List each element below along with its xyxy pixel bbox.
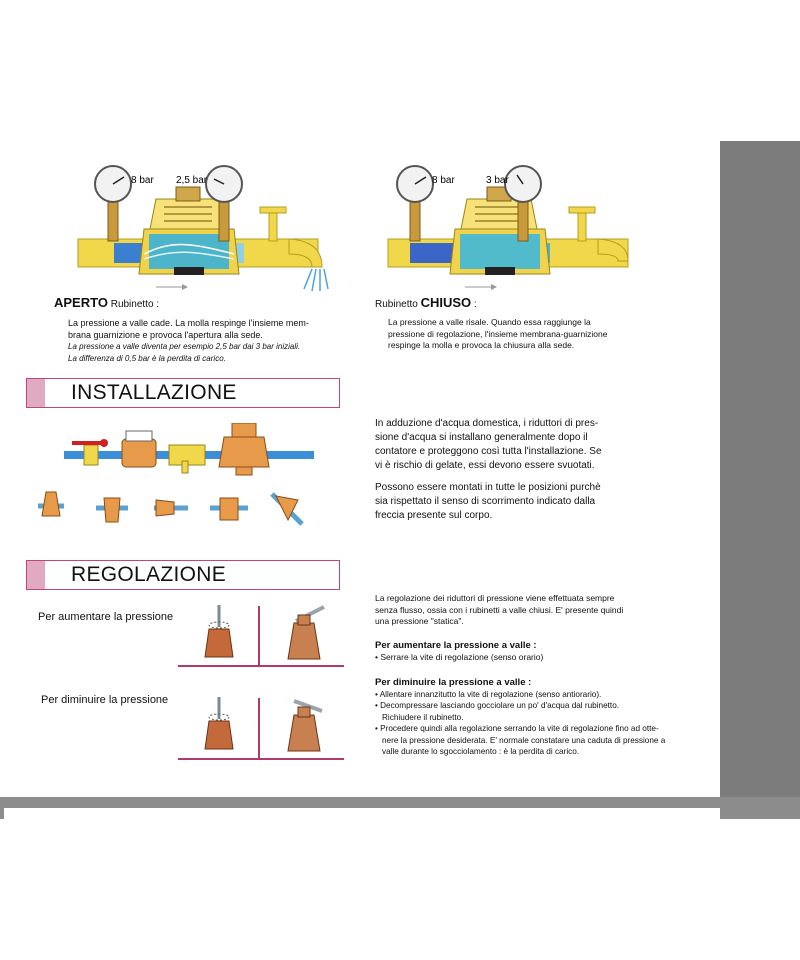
mounting-positions	[32, 486, 312, 531]
rule-aumentare	[178, 665, 344, 667]
regolazione-intro: La regolazione dei riduttori di pressione viene effettuata sempre senza flusso, ossia con i rubinetti a valle chiusi. E' presente quindi una pressione "statica".	[375, 593, 624, 626]
document-page	[4, 141, 720, 797]
rule-diminuire	[178, 758, 344, 760]
installation-drawing	[64, 423, 314, 483]
valve-closed-diagram	[380, 159, 640, 294]
regulator-wrench-icon	[282, 695, 332, 755]
viewer-scroll-margin	[720, 141, 800, 819]
chiuso-description: La pressione a valle risale. Quando essa raggiunge la pressione di regolazione, l'insieme membrana-guarnizione respinge la molla e provoca la chiusura alla sede.	[388, 317, 608, 350]
regulator-screwdriver-icon	[199, 697, 239, 755]
label-diminuire: Per diminuire la pressione	[41, 694, 169, 706]
next-page-edge	[4, 808, 720, 819]
regolazione-heading: REGOLAZIONE	[26, 560, 340, 590]
divider-aumentare	[258, 606, 260, 666]
installazione-paragraph-2: Possono essere montati in tutte le posizioni purchè sia rispettato il senso di scorrimento indicato dalla freccia presente sul corpo.	[375, 482, 601, 521]
regulator-screwdriver-icon	[199, 605, 239, 663]
label-aumentare: Per aumentare la pressione	[38, 611, 174, 623]
regulator-wrench-icon	[282, 603, 332, 663]
installazione-paragraph-1: In adduzione d'acqua domestica, i riduttori di pres- sione d'acqua si installano generalmente dopo il contatore e proteggono così tutta l'installazione. Se vi è rischio di gelate, essi devono essere svuotati.	[375, 418, 602, 471]
installazione-heading: INSTALLAZIONE	[26, 378, 340, 408]
gauge-right-label: 3 bar	[486, 175, 509, 186]
gauge-right-label: 2,5 bar	[176, 175, 208, 186]
regolazione-diminuire-block: Per diminuire la pressione a valle : • Allentare innanzitutto la vite di regolazione (senso antiorario). • Decompressare lasciando gocciolare un po' d'acqua dal rubinetto. Richiudere il rubinetto. • Procedere quindi alla regolazione serrando la vite di regolazione fino ad otte- nere la pressione desiderata. E' normale constatare una caduta di pressione a valle durante lo sgocciolamento : è la perdita di carico.	[375, 677, 666, 756]
chiuso-title: Rubinetto CHIUSO :	[375, 295, 477, 310]
aperto-title: APERTO Rubinetto :	[54, 295, 160, 310]
gauge-left-label: 8 bar	[432, 175, 455, 186]
aperto-description: La pressione a valle cade. La molla respinge l'insieme mem- brana guarnizione e provoca l'apertura alla sede. La pressione a valle diventa per esempio 2,5 bar dai 3 bar iniziali. La differenza di 0,5 bar è la perdita di carico.	[68, 318, 309, 363]
valve-open-diagram	[64, 159, 334, 294]
divider-diminuire	[258, 698, 260, 758]
gauge-left-label: 8 bar	[131, 175, 154, 186]
regolazione-aumentare-block: Per aumentare la pressione a valle : • Serrare la vite di regolazione (senso orario)	[375, 640, 544, 662]
